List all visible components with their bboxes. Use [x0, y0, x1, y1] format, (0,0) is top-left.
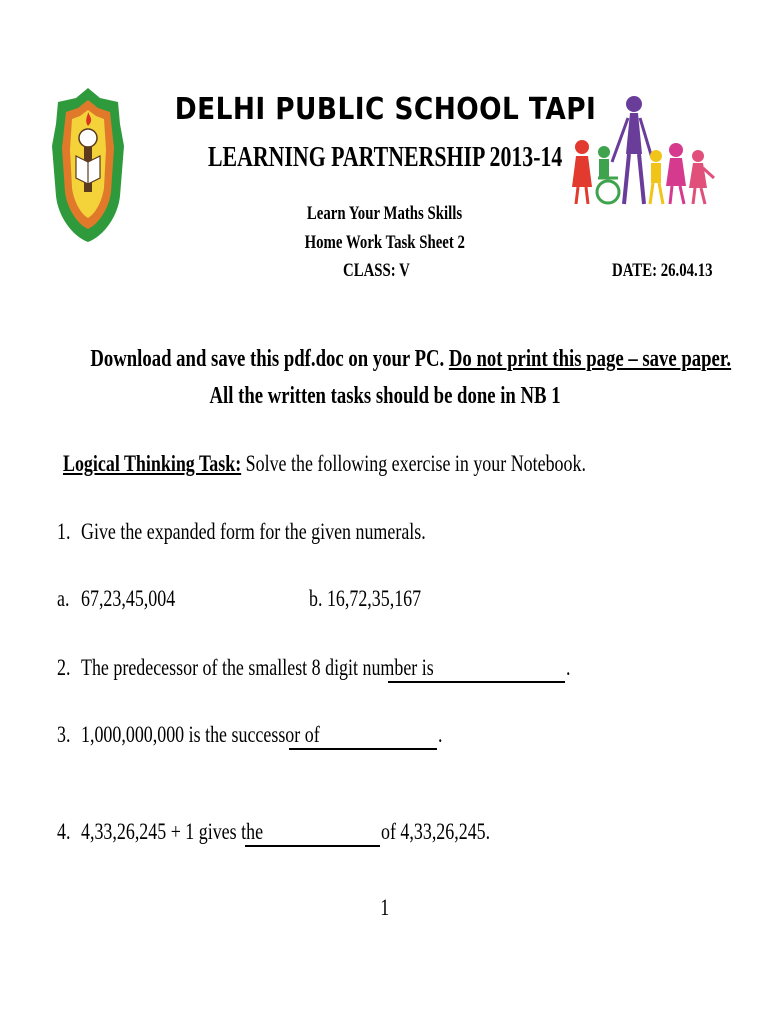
notice-line-1 — [0, 346, 770, 373]
question-4-number: 4. — [57, 819, 71, 844]
notice-text: Download and save this pdf.doc on your PC. — [90, 346, 449, 372]
task-label: Logical Thinking Task: — [63, 451, 242, 476]
question-3-blank[interactable] — [289, 731, 437, 750]
task-heading — [63, 451, 733, 477]
notice-line-2: All the written tasks should be done in NB 1 — [209, 383, 561, 409]
school-name: DELHI PUBLIC SCHOOL TAPI — [174, 92, 596, 127]
question-3-text: 1,000,000,000 is the successor of — [81, 722, 320, 747]
question-1a-value: 67,23,45,004 — [81, 586, 176, 611]
task-instruction: Solve the following exercise in your Notebook. — [241, 451, 586, 476]
subtitle: Learn Your Maths Skills — [307, 203, 463, 224]
question-2-blank[interactable] — [388, 664, 565, 683]
question-4-end: of 4,33,26,245. — [381, 819, 491, 844]
question-1-text: Give the expanded form for the given numerals. — [81, 519, 426, 544]
page-number: 1 — [380, 895, 390, 920]
question-1b-value: b. 16,72,35,167 — [309, 586, 422, 611]
question-4-text: 4,33,26,245 + 1 gives the — [81, 819, 264, 844]
question-3-number: 3. — [57, 722, 71, 747]
question-2-text: The predecessor of the smallest 8 digit number is — [81, 655, 434, 680]
question-2-number: 2. — [57, 655, 71, 680]
program-title: LEARNING PARTNERSHIP 2013-14 — [207, 142, 563, 173]
notice-underlined: Do not print this page – save paper. — [448, 346, 732, 372]
question-4-blank[interactable] — [245, 828, 380, 847]
question-1a-label: a. — [57, 586, 70, 611]
date-label: DATE: 26.04.13 — [612, 260, 713, 281]
sheet-title: Home Work Task Sheet 2 — [304, 232, 466, 253]
class-label: CLASS: V — [343, 260, 410, 281]
question-2-end: . — [566, 655, 571, 680]
question-1-number: 1. — [57, 519, 71, 544]
question-3-end: . — [438, 722, 443, 747]
